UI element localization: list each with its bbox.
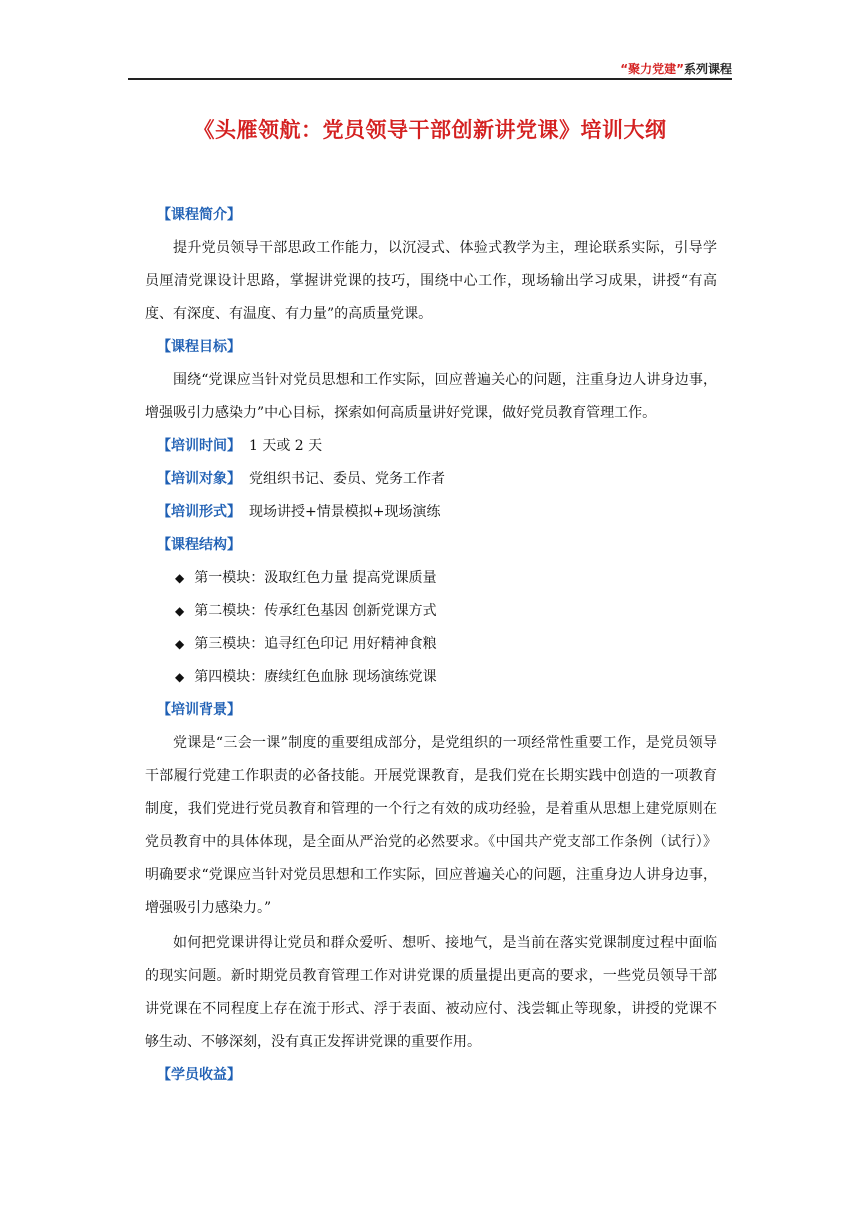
section-goal-heading: [157, 331, 717, 364]
document-body: [145, 199, 717, 1092]
document-title: 《头雁领航：党员领导干部创新讲党课》培训大纲: [193, 118, 667, 142]
module-text: 第一模块：汲取红色力量 提高党课质量: [194, 570, 437, 586]
section-heading: 【培训形式】: [157, 504, 241, 520]
diamond-bullet-icon: ◆: [175, 604, 185, 618]
section-heading: 【培训背景】: [157, 702, 241, 718]
section-heading: 【课程简介】: [157, 207, 241, 223]
header: [128, 60, 732, 77]
diamond-bullet-icon: ◆: [175, 637, 185, 651]
section-time: [157, 430, 717, 463]
section-heading: 【课程目标】: [157, 339, 241, 355]
section-structure-heading: [157, 529, 717, 562]
section-intro-heading: [157, 199, 717, 232]
section-background-heading: [157, 694, 717, 727]
section-heading: 【培训对象】: [157, 471, 241, 487]
section-heading: 【课程结构】: [157, 537, 241, 553]
diamond-bullet-icon: ◆: [175, 670, 185, 684]
header-divider: [128, 78, 732, 80]
module-text: 第二模块：传承红色基因 创新党课方式: [194, 603, 437, 619]
section-benefits-heading: [157, 1059, 717, 1092]
audience-value: 党组织书记、委员、党务工作者: [249, 471, 445, 487]
goal-paragraph: 围绕“党课应当针对党员思想和工作实际，回应普遍关心的问题，注重身边人讲身边事，增强吸引力感染力”中心目标，探索如何高质量讲好党课，做好党员教育管理工作。: [145, 372, 717, 421]
section-heading: 【学员收益】: [157, 1067, 241, 1083]
section-format: [157, 496, 717, 529]
section-heading: 【培训时间】: [157, 438, 241, 454]
background-paragraph-1: 党课是“三会一课”制度的重要组成部分，是党组织的一项经常性重要工作，是党员领导干部履行党建工作职责的必备技能。开展党课教育，是我们党在长期实践中创造的一项教育制度，我们党进行党员教育和管理的一个行之有效的成功经验，是着重从思想上建党原则在党员教育中的具体体现，是全面从严治党的必然要求。《中国共产党支部工作条例（试行）》明确要求“党课应当针对党员思想和工作实际，回应普遍关心的问题，注重身边人讲身边事，增强吸引力感染力。”: [145, 735, 717, 916]
module-list: [145, 562, 717, 694]
list-item: [145, 562, 717, 595]
list-item: [145, 595, 717, 628]
header-series: 系列课程: [683, 62, 732, 76]
list-item: [145, 661, 717, 694]
list-item: [145, 628, 717, 661]
background-paragraph-2: 如何把党课讲得让党员和群众爱听、想听、接地气，是当前在落实党课制度过程中面临的现实问题。新时期党员教育管理工作对讲党课的质量提出更高的要求，一些党员领导干部讲党课在不同程度上存在流于形式、浮于表面、被动应付、浅尝辄止等现象，讲授的党课不够生动、不够深刻，没有真正发挥讲党课的重要作用。: [145, 935, 717, 1050]
diamond-bullet-icon: ◆: [175, 571, 185, 585]
section-audience: [157, 463, 717, 496]
time-value: 1 天或 2 天: [249, 438, 323, 454]
module-text: 第四模块：赓续红色血脉 现场演练党课: [194, 669, 437, 685]
module-text: 第三模块：追寻红色印记 用好精神食粮: [194, 636, 437, 652]
intro-paragraph: 提升党员领导干部思政工作能力，以沉浸式、体验式教学为主，理论联系实际，引导学员厘清党课设计思路，掌握讲党课的技巧，围绕中心工作，现场输出学习成果，讲授“有高度、有深度、有温度、有力量”的高质量党课。: [145, 240, 717, 322]
format-value: 现场讲授+情景模拟+现场演练: [249, 504, 441, 520]
header-brand: “聚力党建”: [620, 62, 684, 76]
